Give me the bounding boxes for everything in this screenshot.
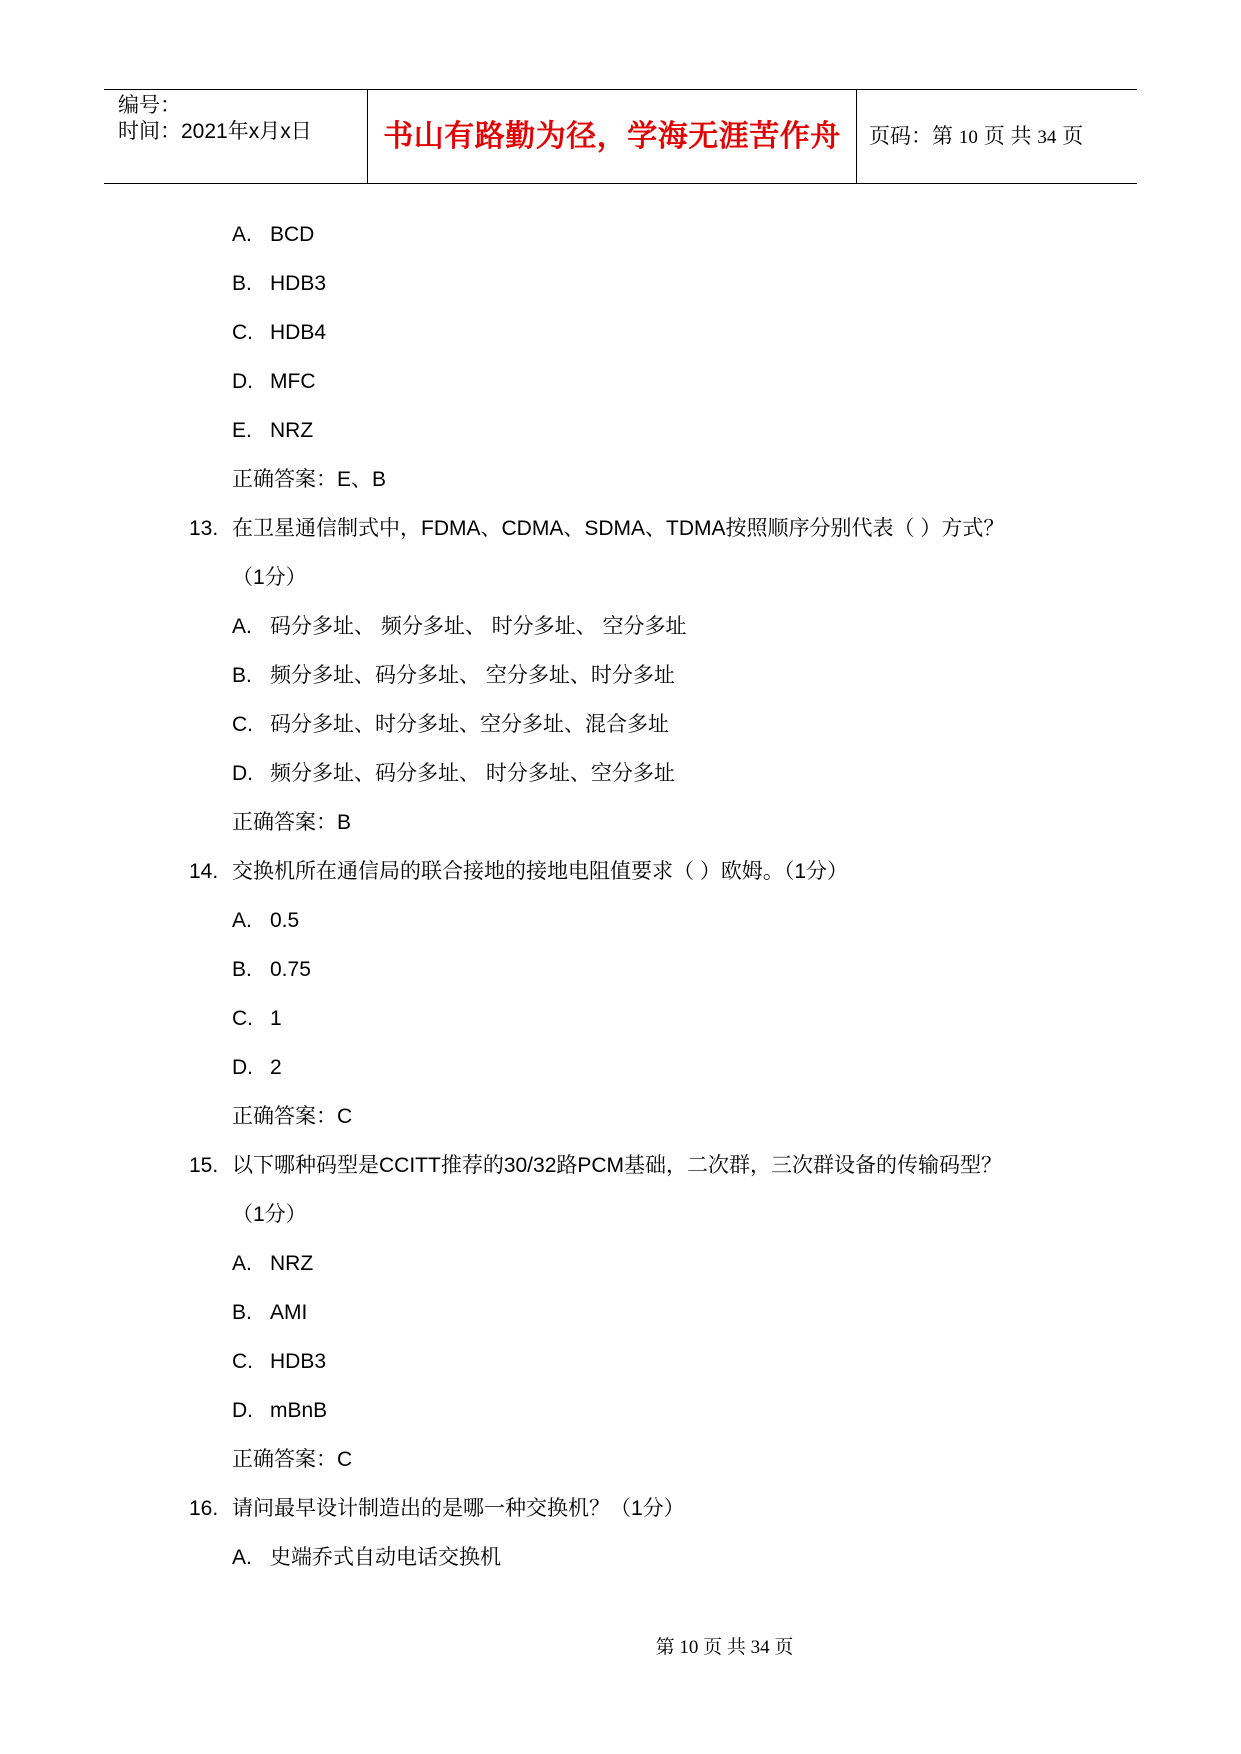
option-letter: E. (232, 419, 252, 442)
correct-answer: 正确答案：E、B (232, 468, 387, 491)
option-text: HDB4 (270, 321, 327, 344)
question-number: 14. (189, 860, 219, 883)
option-text: AMI (270, 1301, 308, 1324)
option-item (232, 418, 313, 444)
option-text: 2 (270, 1056, 282, 1079)
option-letter: C. (232, 713, 253, 736)
option-item (232, 1251, 313, 1277)
option-letter: B. (232, 1301, 252, 1324)
page-mid-label: 页 共 (983, 125, 1032, 148)
option-text: MFC (270, 370, 316, 393)
option-item (232, 320, 326, 346)
question-points: （1分） (232, 566, 307, 589)
option-item (232, 957, 311, 983)
option-text: mBnB (270, 1399, 328, 1422)
page-number: 10 (958, 127, 978, 148)
question-number: 15. (189, 1154, 219, 1177)
option-item (232, 712, 669, 738)
question-text: 交换机所在通信局的联合接地的接地电阻值要求（ ）欧姆。（1分） (232, 860, 849, 883)
question-number: 16. (189, 1497, 219, 1520)
option-item (232, 908, 299, 934)
footer-page-total: 34 (750, 1637, 770, 1658)
option-item (232, 271, 326, 297)
option-text: HDB3 (270, 272, 327, 295)
option-letter: A. (232, 1546, 252, 1569)
question-number: 13. (189, 517, 219, 540)
option-item (232, 663, 675, 689)
option-text: HDB3 (270, 1350, 327, 1373)
correct-answer: 正确答案：C (232, 1448, 353, 1471)
question-text: 请问最早设计制造出的是哪一种交换机？（1分） (232, 1497, 685, 1520)
option-letter: C. (232, 1350, 253, 1373)
footer-page-end: 页 (774, 1637, 794, 1658)
option-text: 史端乔式自动电话交换机 (270, 1546, 501, 1569)
option-text: 码分多址、 频分多址、 时分多址、 空分多址 (270, 615, 687, 638)
option-item (232, 1545, 501, 1571)
footer-page-mid: 页 共 (703, 1637, 746, 1658)
question-text: 在卫星通信制式中，FDMA、CDMA、SDMA、TDMA按照顺序分别代表（ ）方式？ (232, 517, 1005, 540)
option-letter: A. (232, 1252, 252, 1275)
option-item (232, 222, 314, 248)
option-letter: A. (232, 909, 252, 932)
option-text: NRZ (270, 419, 314, 442)
footer-page-number: 10 (679, 1637, 699, 1658)
question-text: 以下哪种码型是CCITT推荐的30/32路PCM基础，二次群，三次群设备的传输码型？ (232, 1154, 1003, 1177)
option-letter: B. (232, 272, 252, 295)
option-item (232, 614, 687, 640)
option-letter: A. (232, 223, 252, 246)
option-letter: D. (232, 1056, 253, 1079)
option-item (232, 1006, 282, 1032)
option-letter: B. (232, 664, 252, 687)
header-slogan: 书山有路勤为径，学海无涯苦作舟 (383, 119, 841, 154)
option-item (232, 369, 316, 395)
question-points: （1分） (232, 1203, 307, 1226)
option-letter: D. (232, 370, 253, 393)
option-letter: B. (232, 958, 252, 981)
footer-page-pre: 第 (655, 1637, 675, 1658)
page-footer (0, 1636, 1241, 1660)
option-item (232, 1300, 307, 1326)
option-letter: D. (232, 762, 253, 785)
option-text: 频分多址、码分多址、 空分多址、时分多址 (270, 664, 675, 687)
option-text: 0.75 (270, 958, 311, 981)
page-label: 页码：第 (869, 125, 953, 148)
correct-answer: 正确答案：C (232, 1105, 353, 1128)
option-text: 码分多址、时分多址、空分多址、混合多址 (270, 713, 669, 736)
option-text: 频分多址、码分多址、 时分多址、空分多址 (270, 762, 675, 785)
option-text: NRZ (270, 1252, 314, 1275)
option-text: 0.5 (270, 909, 300, 932)
option-letter: C. (232, 1007, 253, 1030)
document-number-label: 编号： (118, 94, 181, 117)
option-item (232, 1349, 326, 1375)
option-item (232, 1398, 327, 1424)
option-text: BCD (270, 223, 315, 246)
option-letter: D. (232, 1399, 253, 1422)
option-letter: C. (232, 321, 253, 344)
option-item (232, 761, 675, 787)
option-letter: A. (232, 615, 252, 638)
option-text: 1 (270, 1007, 282, 1030)
correct-answer: 正确答案：B (232, 811, 352, 834)
page-end-label: 页 (1062, 125, 1084, 148)
page-total: 34 (1037, 127, 1057, 148)
document-date-label: 时间：2021年x月x日 (118, 120, 312, 143)
option-item (232, 1055, 282, 1081)
